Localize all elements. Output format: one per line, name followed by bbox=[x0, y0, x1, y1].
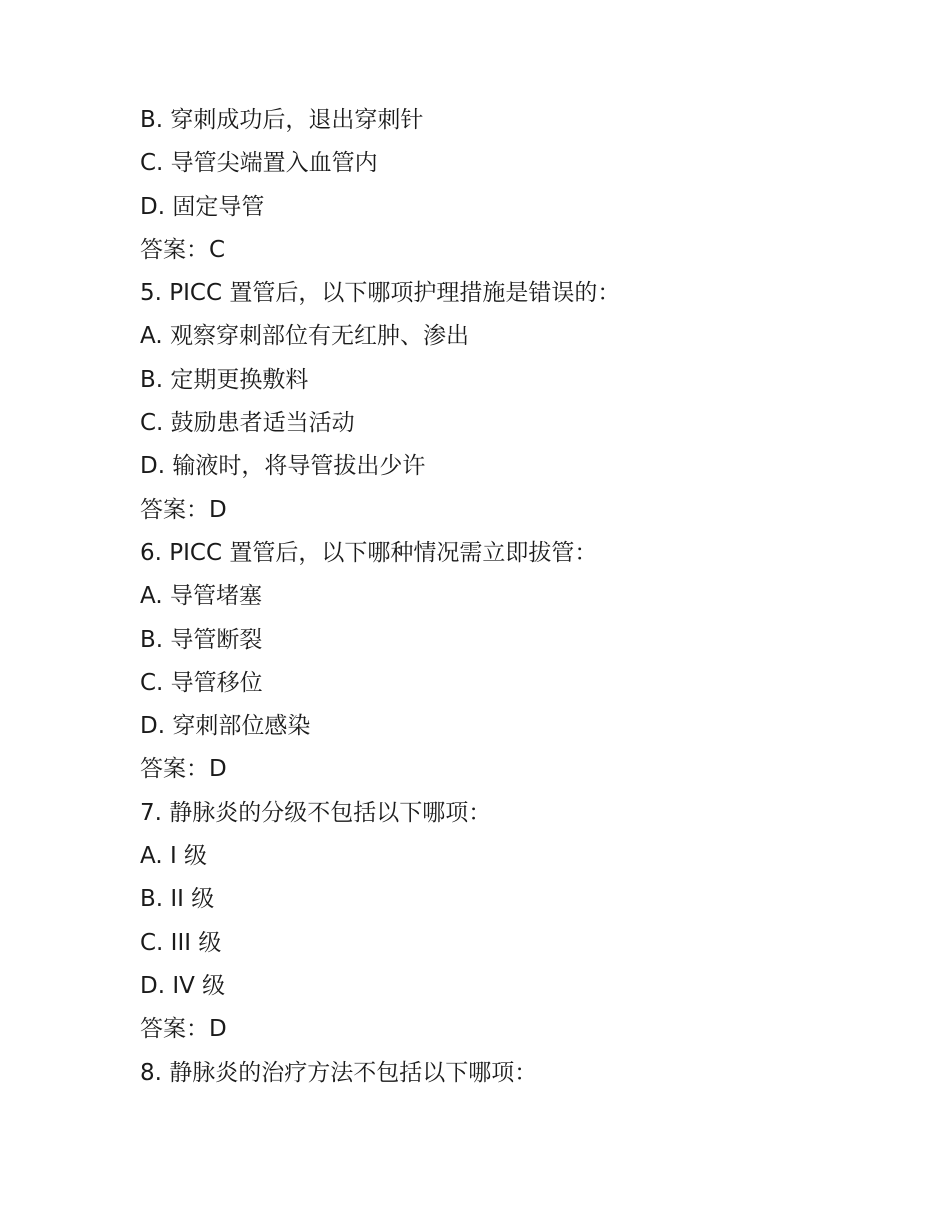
option-c-line: C. 鼓励患者适当活动 bbox=[140, 410, 355, 437]
option-d-line: D. IV 级 bbox=[140, 972, 226, 999]
question-5: 5. PICC 置管后，以下哪项护理措施是错误的： bbox=[140, 280, 621, 307]
question-7: 7. 静脉炎的分级不包括以下哪项： bbox=[140, 799, 492, 826]
option-c-line: C. 导管尖端置入血管内 bbox=[140, 150, 378, 177]
option-c-line: C. 导管移位 bbox=[140, 669, 263, 696]
answer-line: 答案：D bbox=[140, 756, 227, 783]
option-b-line: B. 穿刺成功后，退出穿刺针 bbox=[140, 107, 424, 133]
answer-line: 答案：D bbox=[140, 496, 227, 523]
option-d-line: D. 穿刺部位感染 bbox=[140, 713, 311, 740]
answer-line: 答案：D bbox=[140, 1016, 227, 1043]
option-c-line: C. III 级 bbox=[140, 929, 222, 956]
option-a-line: A. 导管堵塞 bbox=[140, 583, 262, 610]
option-b-line: B. 导管断裂 bbox=[140, 626, 263, 653]
option-a-line: A. I 级 bbox=[140, 843, 208, 870]
document-body bbox=[140, 99, 860, 1095]
option-d-line: D. 固定导管 bbox=[140, 193, 265, 220]
option-b-line: B. II 级 bbox=[140, 886, 215, 913]
option-d-line: D. 输液时，将导管拔出少许 bbox=[140, 453, 426, 480]
question-8: 8. 静脉炎的治疗方法不包括以下哪项： bbox=[140, 1059, 538, 1086]
answer-line: 答案：C bbox=[140, 236, 226, 263]
option-b-line: B. 定期更换敷料 bbox=[140, 366, 309, 393]
option-a-line: A. 观察穿刺部位有无红肿、渗出 bbox=[140, 323, 469, 350]
question-6: 6. PICC 置管后，以下哪种情况需立即拔管： bbox=[140, 539, 598, 566]
